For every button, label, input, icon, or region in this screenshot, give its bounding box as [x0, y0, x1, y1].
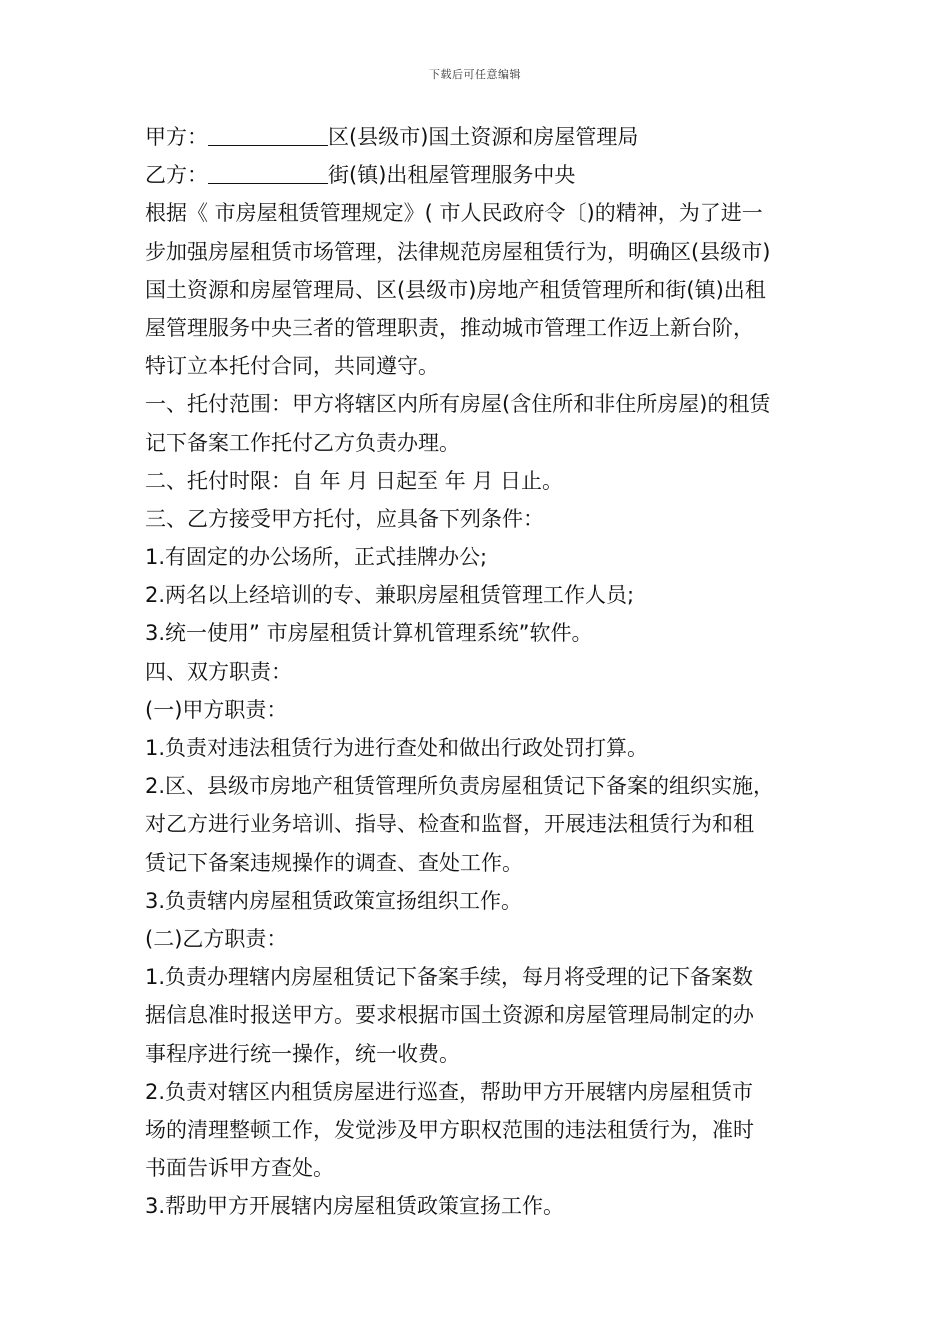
- text-line: 1.负责办理辖内房屋租赁记下备案手续，每月将受理的记下备案数: [145, 965, 754, 990]
- contract-text: [145, 194, 825, 1225]
- text-line: (一)甲方职责：: [145, 697, 288, 722]
- party-a-line: [145, 118, 825, 156]
- party-b-suffix: 街(镇)出租屋管理服务中央: [328, 163, 576, 188]
- text-line: 国土资源和房屋管理局、区(县级市)房地产租赁管理所和街(镇)出租: [145, 277, 766, 302]
- text-line: 根据《 市房屋租赁管理规定》( 市人民政府令〔)的精神，为了进一: [145, 201, 763, 226]
- document-body: [145, 118, 825, 1225]
- party-a-suffix: 区(县级市)国土资源和房屋管理局: [328, 125, 639, 149]
- text-line: 2.区、县级市房地产租赁管理所负责房屋租赁记下备案的组织实施，: [145, 774, 775, 799]
- text-line: 3.帮助甲方开展辖内房屋租赁政策宣扬工作。: [145, 1194, 565, 1219]
- text-line: 特订立本托付合同，共同遵守。: [145, 354, 439, 379]
- text-line: 3.统一使用” 市房屋租赁计算机管理系统”软件。: [145, 621, 593, 646]
- text-line: 2.两名以上经培训的专、兼职房屋租赁管理工作人员;: [145, 583, 635, 608]
- header-note: 下载后可任意编辑: [429, 68, 521, 81]
- party-a-label: 甲方：: [145, 125, 208, 149]
- text-line: 场的清理整顿工作，发觉涉及甲方职权范围的违法租赁行为，准时: [145, 1117, 754, 1142]
- text-line: 一、托付范围：甲方将辖区内所有房屋(含住所和非住所房屋)的租赁: [145, 392, 771, 417]
- party-b-blank-field: [208, 165, 328, 184]
- text-line: 步加强房屋租赁市场管理，法律规范房屋租赁行为，明确区(县级市): [145, 239, 771, 264]
- text-line: 三、乙方接受甲方托付，应具备下列条件：: [145, 506, 544, 531]
- text-line: 事程序进行统一操作，统一收费。: [145, 1041, 460, 1066]
- text-line: 据信息准时报送甲方。要求根据市国土资源和房屋管理局制定的办: [145, 1003, 754, 1028]
- text-line: 书面告诉甲方查处。: [145, 1156, 334, 1181]
- text-line: 二、托付时限：自 年 月 日起至 年 月 日止。: [145, 468, 564, 493]
- text-line: 1.有固定的办公场所，正式挂牌办公;: [145, 545, 488, 570]
- party-b-label: 乙方：: [145, 163, 208, 188]
- text-line: 对乙方进行业务培训、指导、检查和监督，开展违法租赁行为和租: [145, 812, 754, 837]
- text-line: 赁记下备案违规操作的调查、查处工作。: [145, 850, 523, 875]
- text-line: 记下备案工作托付乙方负责办理。: [145, 430, 460, 455]
- text-line: 2.负责对辖区内租赁房屋进行巡查，帮助甲方开展辖内房屋租赁市: [145, 1079, 754, 1104]
- party-a-blank-field: [208, 127, 328, 146]
- text-line: 1.负责对违法租赁行为进行查处和做出行政处罚打算。: [145, 736, 649, 760]
- text-line: (二)乙方职责：: [145, 926, 288, 951]
- text-line: 屋管理服务中央三者的管理职责，推动城市管理工作迈上新台阶，: [145, 315, 754, 340]
- party-b-line: [145, 156, 825, 194]
- text-line: 3.负责辖内房屋租赁政策宣扬组织工作。: [145, 888, 523, 913]
- text-line: 四、双方职责：: [145, 659, 292, 684]
